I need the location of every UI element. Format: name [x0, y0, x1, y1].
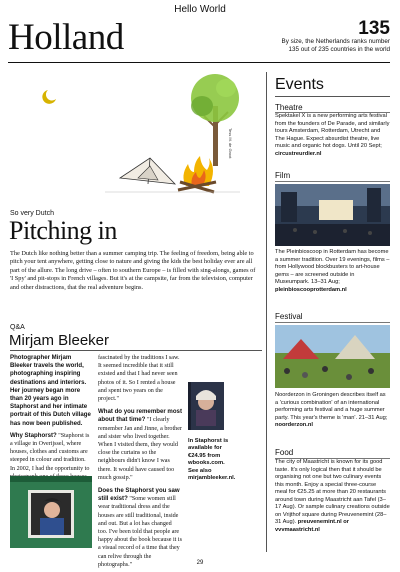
festival-divider	[275, 322, 390, 323]
feature-intro: The Dutch like nothing better than a summer camping trip. The feeling of freedom, being able to pitch your tent anywhere, getting close to nature and giving the kids the best holiday ever are all part of the allure. The long drive – often to southern Europe – is filled with sing-alongs, games of 'I Spy' and pit-stops in French villages. But it's at the campsite, far from the television, computer and other distractions, that the real adventure begins.	[10, 250, 256, 291]
events-title: Events	[275, 76, 324, 93]
rank-number: 135	[358, 18, 390, 39]
campfire-illustration	[178, 156, 216, 192]
theatre-link[interactable]: circustreurdier.nl	[275, 150, 322, 157]
qa-question-2: What do you remember most about that time?	[98, 408, 182, 424]
qa-column-2	[98, 354, 182, 569]
book-caption: In Staphorst is available for €24.95 from wbooks.com. See also mirjambleeker.nl.	[188, 438, 236, 482]
food-heading: Food	[275, 448, 294, 457]
events-divider	[275, 96, 390, 97]
qa-answer-2: "I clearly remember Jan and Jinne, a brother and sister who lived together. When I visited them, they would close the curtains so the neighbours didn't know I was there. It would have caused too much gossip."	[98, 417, 182, 481]
page-title: Holland	[8, 17, 124, 58]
qa-label: Q&A	[10, 324, 25, 331]
festival-body: Noorderzon in Groningen describes itself as a 'curious combination' of an international performing arts festival and a huge summer party. This year's theme is 'man'. 21–31 Aug;	[275, 392, 388, 421]
film-text	[275, 249, 390, 294]
qa-question-1: Why Staphorst?	[10, 431, 57, 439]
qa-column-1	[10, 354, 92, 489]
festival-crowd-photo	[275, 325, 390, 388]
moon-icon	[42, 90, 56, 104]
feature-title: Pitching in	[9, 216, 117, 245]
illustration-credit: Tess M. de Groot	[228, 128, 233, 159]
qa-title: Mirjam Bleeker	[9, 332, 110, 349]
rank-caption: By size, the Netherlands ranks number 135 out of 235 countries in the world	[281, 38, 390, 53]
man-in-window-photo	[10, 476, 92, 548]
theatre-text	[275, 113, 390, 158]
header-divider	[8, 62, 390, 63]
qa-lead: Photographer Mirjam Bleeker travels the world, photographing inspiring destinations and interiors. Her journey began more than 20 years ago in Staphorst and her intimate portrait of this Dutch village has now been published.	[10, 354, 91, 427]
festival-link[interactable]: noorderzon.nl	[275, 422, 313, 428]
food-link[interactable]: preuvenemint.nl or vvvmaastricht.nl	[275, 519, 349, 533]
film-heading: Film	[275, 171, 291, 180]
tent-illustration	[120, 158, 175, 184]
book-cover-image	[188, 382, 224, 430]
film-link[interactable]: pleinbioscooprotterdam.nl	[275, 286, 347, 293]
outdoor-cinema-photo	[275, 184, 390, 246]
theatre-heading: Theatre	[275, 103, 303, 112]
food-text	[275, 459, 390, 534]
theatre-body: Spektakel X is a new performing arts festival from the founders of De Parade, and similarly tours Amsterdam, Rotterdam, Utrecht and The Hague. Expect absurdist theatre, live music and organic hot dogs. Until 20 Sept;	[275, 113, 390, 149]
qa-divider	[10, 350, 262, 351]
qa-answer-3: "Some women still wear traditional dress and the houses are still traditional, inside and out. But a lot has changed too. I've been told that people are happy about the book because it is a visual record of a time that they can relive through the photographs."	[98, 496, 182, 568]
camping-illustration	[10, 66, 260, 206]
feature-kicker: So very Dutch	[10, 210, 54, 217]
qa-question-3: Does the Staphorst you saw still exist?	[98, 487, 180, 503]
festival-heading: Festival	[275, 312, 303, 321]
page-number: 29	[196, 560, 204, 566]
column-divider	[266, 72, 267, 552]
food-body: The city of Maastricht is known for its good taste. It's only logical then that it should be organising not one but two culinary events this month. Enjoy a special three-course meal for €25.25 at more than 20 restaurants around town during Maastricht aan Tafel (3–17 Aug). Or sample culinary creations outside on Vrijthof square during Preuvenemint (28–31 Aug).	[275, 459, 390, 525]
film-divider	[275, 181, 390, 182]
qa-answer-1-continued: fascinated by the traditions I saw. It seemed incredible that it still existed and that I had never seen photos of it. So I rented a house and spent two years on the project."	[98, 355, 180, 403]
section-label: Hello World	[174, 4, 226, 15]
film-body: The Pleinbioscoop in Rotterdam has become a summer tradition. Over 19 evenings, films – from Hollywood blockbusters to art-house gems – are screened outside in Museumpark. 13–31 Aug;	[275, 249, 390, 285]
qa-answer-1: "Staphorst is a village in Overijssel, where houses, clothes and customs are steeped in colour and tradition. In 2002, I had the opportunity to	[10, 432, 90, 472]
festival-text	[275, 392, 390, 430]
